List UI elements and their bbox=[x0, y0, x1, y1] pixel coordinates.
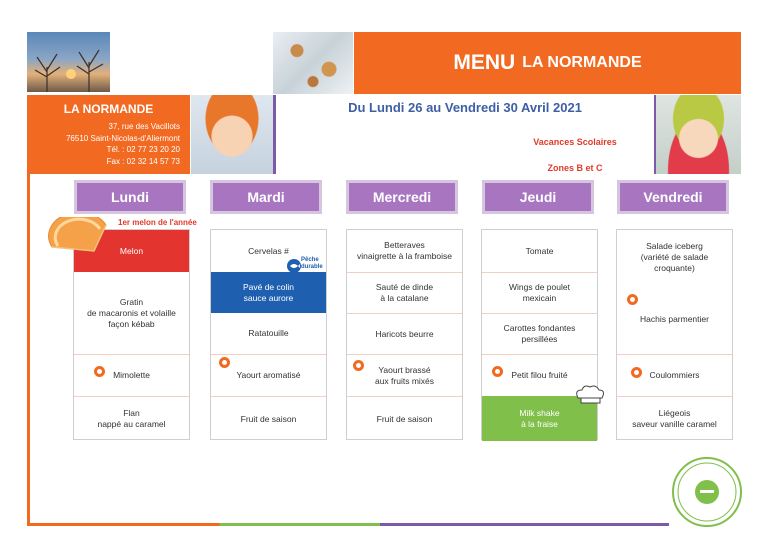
left-border-line bbox=[27, 174, 30, 526]
menu-item-dairy: Yaourt brassé aux fruits mixés bbox=[347, 354, 462, 396]
cheese-label-icon bbox=[631, 367, 642, 378]
menu-item-dessert: Fruit de saison bbox=[347, 396, 462, 441]
address-line: 37, rue des Vacillots bbox=[108, 122, 180, 131]
menu-item-dessert: Milk shake à la fraise bbox=[482, 396, 597, 441]
tree-silhouette-icon bbox=[27, 32, 110, 92]
restaurant-address bbox=[66, 121, 180, 167]
day-column-vendredi bbox=[616, 229, 733, 440]
day-column-jeudi bbox=[481, 229, 598, 440]
menu-title: MENU bbox=[453, 51, 516, 74]
restaurant-info-box bbox=[27, 95, 190, 174]
cheese-label-icon bbox=[627, 294, 638, 305]
peche-label: Pêche bbox=[301, 257, 319, 263]
first-melon-note: 1er melon de l'année bbox=[118, 218, 197, 227]
day-header-mercredi: Mercredi bbox=[346, 180, 458, 214]
menu-item-dessert: Flan nappé au caramel bbox=[74, 396, 189, 441]
cheese-label-icon bbox=[219, 357, 230, 368]
day-header-lundi: Lundi bbox=[74, 180, 186, 214]
menu-item-dessert: Fruit de saison bbox=[211, 396, 326, 441]
menu-item-starter: Melon bbox=[74, 230, 189, 272]
day-column-lundi bbox=[73, 229, 190, 440]
menu-item-dairy: Yaourt aromatisé bbox=[211, 354, 326, 396]
menu-item-main: Hachis parmentier bbox=[640, 314, 709, 324]
child-in-green-hat-photo bbox=[656, 95, 741, 174]
cheese-label-icon bbox=[94, 366, 105, 377]
winter-sunset-photo bbox=[27, 32, 110, 92]
menu-item-starter: Tomate bbox=[525, 245, 554, 256]
school-holidays-label: Vacances Scolaires bbox=[533, 137, 617, 147]
menu-item-starter: Salade iceberg (variété de salade croquante) bbox=[640, 241, 709, 273]
cheese-label-icon bbox=[492, 366, 503, 377]
sustainable-fishing-badge bbox=[286, 257, 322, 275]
day-header-vendredi: Vendredi bbox=[617, 180, 729, 214]
menu-item-side: Haricots beurre bbox=[347, 313, 462, 354]
menu-item-main: Wings de poulet mexicain bbox=[482, 272, 597, 313]
day-header-mardi: Mardi bbox=[210, 180, 322, 214]
la-normande-logo-icon bbox=[670, 455, 744, 529]
menu-item-cheese: Coulommiers bbox=[617, 354, 732, 396]
chef-hat-icon bbox=[572, 384, 608, 406]
menu-item-main: Pavé de colin sauce aurore bbox=[211, 272, 326, 313]
menu-item-dairy: Petit filou fruité bbox=[482, 354, 597, 396]
child-in-orange-hat-photo bbox=[191, 95, 273, 174]
menu-item-side: Ratatouille bbox=[248, 328, 289, 338]
fax-line: Fax : 02 32 14 57 73 bbox=[106, 156, 180, 166]
restaurant-name: LA NORMANDE bbox=[63, 102, 154, 116]
melon-icon bbox=[48, 217, 112, 257]
menu-item-dessert: Liégeois saveur vanille caramel bbox=[617, 396, 732, 441]
bottom-border-line bbox=[27, 523, 669, 526]
menu-item-starter: Betteraves vinaigrette à la framboise bbox=[357, 240, 452, 261]
menu-item-cheese: Mimolette bbox=[74, 354, 189, 396]
menu-item-main: Gratin de macaronis et volaille façon kébab bbox=[87, 296, 176, 329]
menu-item-main: Sauté de dinde à la catalane bbox=[347, 272, 462, 313]
day-header-jeudi: Jeudi bbox=[482, 180, 594, 214]
menu-restaurant-title: LA NORMANDE bbox=[522, 54, 642, 71]
phone-line: Tél. : 02 77 23 20 20 bbox=[106, 145, 180, 154]
cheese-label-icon bbox=[353, 360, 364, 371]
durable-label: durable bbox=[301, 264, 323, 270]
day-column-mercredi bbox=[346, 229, 463, 440]
menu-item-starter: Cervelas # bbox=[248, 245, 289, 256]
menu-item-side: Carottes fondantes persillées bbox=[482, 313, 597, 354]
menu-title-band bbox=[354, 32, 741, 94]
zones-label: Zones B et C bbox=[547, 163, 603, 173]
address-line: 76510 Saint-Nicolas-d'Aliermont bbox=[65, 133, 180, 143]
menu-dates: Du Lundi 26 au Vendredi 30 Avril 2021 bbox=[348, 100, 582, 115]
frosted-apple-tree-photo bbox=[273, 32, 353, 94]
